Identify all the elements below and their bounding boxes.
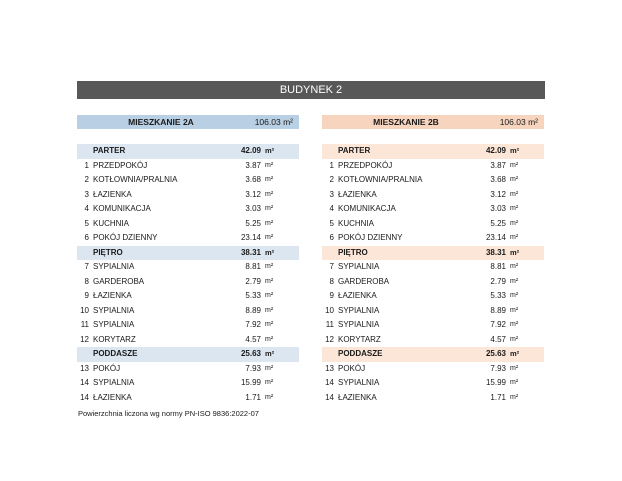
room-number: 14 xyxy=(325,392,334,402)
area-unit: m² xyxy=(510,263,519,270)
room-row xyxy=(77,260,299,275)
room-area: 5.33 xyxy=(490,291,506,300)
apartment-rows xyxy=(322,144,544,405)
room-name: KOTŁOWNIA/PRALNIA xyxy=(338,175,423,184)
area-unit: m² xyxy=(265,321,274,328)
room-number: 1 xyxy=(329,160,334,170)
room-area: 3.03 xyxy=(490,204,506,213)
area-unit: m² xyxy=(265,190,274,198)
room-area: 15.99 xyxy=(240,378,261,387)
room-name: SYPIALNIA xyxy=(93,262,135,271)
section-name: PIĘTRO xyxy=(93,247,123,257)
room-row xyxy=(77,304,299,319)
room-area: 5.33 xyxy=(245,291,261,300)
room-number: 8 xyxy=(84,276,89,286)
room-number: 11 xyxy=(80,320,89,329)
apartment-name: MIESZKANIE 2B xyxy=(373,117,439,127)
room-name: ŁAZIENKA xyxy=(338,291,377,300)
room-row xyxy=(322,217,544,232)
section-row xyxy=(77,144,299,159)
section-name: PARTER xyxy=(338,146,371,155)
section-total: 25.63 xyxy=(240,349,261,358)
section-total: 42.09 xyxy=(485,146,506,155)
room-row xyxy=(322,362,544,377)
area-unit: m² xyxy=(265,292,274,299)
section-total: 38.31 xyxy=(240,247,261,257)
room-area: 15.99 xyxy=(485,378,506,387)
room-number: 6 xyxy=(329,233,334,242)
room-area: 3.87 xyxy=(490,160,506,170)
room-number: 10 xyxy=(80,305,89,315)
room-row xyxy=(322,289,544,304)
room-name: SYPIALNIA xyxy=(338,378,380,387)
building-title: BUDYNEK 2 xyxy=(77,81,545,99)
room-name: PRZEDPOKÓJ xyxy=(93,160,148,170)
room-name: SYPIALNIA xyxy=(338,262,380,271)
section-name: PIĘTRO xyxy=(338,247,368,257)
area-unit: m² xyxy=(510,161,519,169)
room-row xyxy=(77,159,299,174)
room-name: POKÓJ xyxy=(93,363,121,373)
room-number: 3 xyxy=(84,189,89,199)
room-area: 7.93 xyxy=(490,363,506,373)
room-area: 1.71 xyxy=(490,392,506,402)
apartment-area: 106.03 m² xyxy=(254,117,293,127)
room-row xyxy=(77,188,299,203)
section-name: PODDASZE xyxy=(93,349,138,358)
area-unit: m² xyxy=(265,393,274,401)
room-row xyxy=(322,231,544,246)
area-unit: m² xyxy=(510,219,519,227)
area-unit: m² xyxy=(265,306,274,314)
room-row xyxy=(77,173,299,188)
room-row xyxy=(322,159,544,174)
section-row xyxy=(322,246,544,261)
room-name: GARDEROBA xyxy=(93,276,145,286)
room-row xyxy=(322,260,544,275)
area-unit: m² xyxy=(510,292,519,299)
room-name: SYPIALNIA xyxy=(93,305,135,315)
room-name: KORYTARZ xyxy=(338,334,381,344)
room-area: 2.79 xyxy=(245,276,261,286)
room-name: ŁAZIENKA xyxy=(93,392,132,402)
section-row xyxy=(322,347,544,362)
room-area: 8.81 xyxy=(245,262,261,271)
room-area: 23.14 xyxy=(240,233,261,242)
apartment-2b-table xyxy=(322,115,544,402)
area-unit: m² xyxy=(265,205,274,212)
section-name: PARTER xyxy=(93,146,126,155)
room-name: ŁAZIENKA xyxy=(338,392,377,402)
area-unit: m² xyxy=(510,321,519,328)
room-row xyxy=(322,202,544,217)
section-name: PODDASZE xyxy=(338,349,383,358)
room-row xyxy=(322,376,544,391)
area-unit: m² xyxy=(265,219,274,227)
room-name: SYPIALNIA xyxy=(93,378,135,387)
room-number: 10 xyxy=(325,305,334,315)
area-unit: m² xyxy=(510,146,520,155)
room-row xyxy=(77,318,299,333)
room-area: 8.89 xyxy=(490,305,506,315)
apartment-2a-table xyxy=(77,115,299,402)
area-unit: m² xyxy=(510,277,519,285)
room-row xyxy=(77,202,299,217)
room-name: POKÓJ DZIENNY xyxy=(93,233,158,242)
apartment-name: MIESZKANIE 2A xyxy=(128,117,194,127)
room-area: 7.93 xyxy=(245,363,261,373)
room-number: 12 xyxy=(80,334,89,344)
area-unit: m² xyxy=(510,306,519,314)
room-name: KORYTARZ xyxy=(93,334,136,344)
room-row xyxy=(322,188,544,203)
apartment-area: 106.03 m² xyxy=(499,117,538,127)
room-area: 3.68 xyxy=(245,175,261,184)
area-unit: m² xyxy=(265,161,274,169)
room-row xyxy=(322,304,544,319)
room-name: SYPIALNIA xyxy=(338,305,380,315)
room-row xyxy=(322,318,544,333)
room-area: 4.57 xyxy=(245,334,261,344)
area-unit: m² xyxy=(265,176,274,183)
area-unit: m² xyxy=(510,205,519,212)
room-name: ŁAZIENKA xyxy=(93,291,132,300)
room-area: 8.81 xyxy=(490,262,506,271)
room-number: 3 xyxy=(329,189,334,199)
room-number: 1 xyxy=(84,160,89,170)
area-unit: m² xyxy=(265,277,274,285)
room-area: 3.68 xyxy=(490,175,506,184)
room-area: 5.25 xyxy=(245,218,261,228)
area-unit: m² xyxy=(510,176,519,183)
section-row xyxy=(322,144,544,159)
room-row xyxy=(322,275,544,290)
area-unit: m² xyxy=(510,364,519,372)
room-number: 9 xyxy=(329,291,334,300)
area-unit: m² xyxy=(265,234,274,241)
room-number: 2 xyxy=(329,175,334,184)
room-number: 9 xyxy=(84,291,89,300)
area-unit: m² xyxy=(265,335,274,343)
section-row xyxy=(77,246,299,261)
area-unit: m² xyxy=(265,364,274,372)
room-row xyxy=(322,333,544,348)
room-name: SYPIALNIA xyxy=(93,320,135,329)
room-row xyxy=(77,391,299,406)
section-total: 25.63 xyxy=(485,349,506,358)
room-number: 12 xyxy=(325,334,334,344)
room-number: 4 xyxy=(329,204,334,213)
room-name: KOMUNIKACJA xyxy=(93,204,151,213)
room-row xyxy=(77,275,299,290)
room-area: 1.71 xyxy=(245,392,261,402)
room-row xyxy=(77,362,299,377)
room-row xyxy=(322,173,544,188)
area-unit: m² xyxy=(510,190,519,198)
room-area: 3.12 xyxy=(490,189,506,199)
area-unit: m² xyxy=(510,349,520,358)
area-unit: m² xyxy=(265,263,274,270)
room-area: 3.03 xyxy=(245,204,261,213)
section-row xyxy=(77,347,299,362)
area-unit: m² xyxy=(265,146,275,155)
room-name: GARDEROBA xyxy=(338,276,390,286)
area-unit: m² xyxy=(265,349,275,358)
area-unit: m² xyxy=(510,393,519,401)
room-number: 6 xyxy=(84,233,89,242)
room-row xyxy=(77,333,299,348)
room-number: 7 xyxy=(329,262,334,271)
room-number: 5 xyxy=(84,218,89,228)
room-row xyxy=(77,217,299,232)
room-number: 7 xyxy=(84,262,89,271)
room-area: 23.14 xyxy=(485,233,506,242)
area-unit: m² xyxy=(510,335,519,343)
room-row xyxy=(77,231,299,246)
room-number: 5 xyxy=(329,218,334,228)
room-name: KOTŁOWNIA/PRALNIA xyxy=(93,175,178,184)
section-total: 38.31 xyxy=(485,247,506,257)
room-area: 5.25 xyxy=(490,218,506,228)
room-name: ŁAZIENKA xyxy=(338,189,377,199)
room-number: 14 xyxy=(80,378,89,387)
room-area: 8.89 xyxy=(245,305,261,315)
room-name: SYPIALNIA xyxy=(338,320,380,329)
room-name: KUCHNIA xyxy=(93,218,130,228)
area-unit: m² xyxy=(510,234,519,241)
area-unit: m² xyxy=(265,379,274,386)
area-unit: m² xyxy=(265,247,275,257)
footnote: Powierzchnia liczona wg normy PN-ISO 9836:2022-07 xyxy=(78,409,259,418)
room-area: 4.57 xyxy=(490,334,506,344)
room-number: 13 xyxy=(325,363,334,373)
room-row xyxy=(77,376,299,391)
room-number: 2 xyxy=(84,175,89,184)
area-unit: m² xyxy=(510,379,519,386)
room-name: PRZEDPOKÓJ xyxy=(338,160,393,170)
room-number: 14 xyxy=(80,392,89,402)
apartment-header xyxy=(77,115,299,129)
room-name: POKÓJ DZIENNY xyxy=(338,233,403,242)
room-name: ŁAZIENKA xyxy=(93,189,132,199)
room-name: POKÓJ xyxy=(338,363,366,373)
room-number: 8 xyxy=(329,276,334,286)
room-number: 4 xyxy=(84,204,89,213)
room-number: 14 xyxy=(325,378,334,387)
room-area: 3.12 xyxy=(245,189,261,199)
room-area: 7.92 xyxy=(245,320,261,329)
room-name: KUCHNIA xyxy=(338,218,375,228)
room-row xyxy=(322,391,544,406)
room-number: 11 xyxy=(325,320,334,329)
apartment-header xyxy=(322,115,544,129)
area-unit: m² xyxy=(510,247,520,257)
room-area: 7.92 xyxy=(490,320,506,329)
section-total: 42.09 xyxy=(240,146,261,155)
room-number: 13 xyxy=(80,363,89,373)
apartment-rows xyxy=(77,144,299,405)
room-row xyxy=(77,289,299,304)
room-name: KOMUNIKACJA xyxy=(338,204,396,213)
room-area: 2.79 xyxy=(490,276,506,286)
room-area: 3.87 xyxy=(245,160,261,170)
